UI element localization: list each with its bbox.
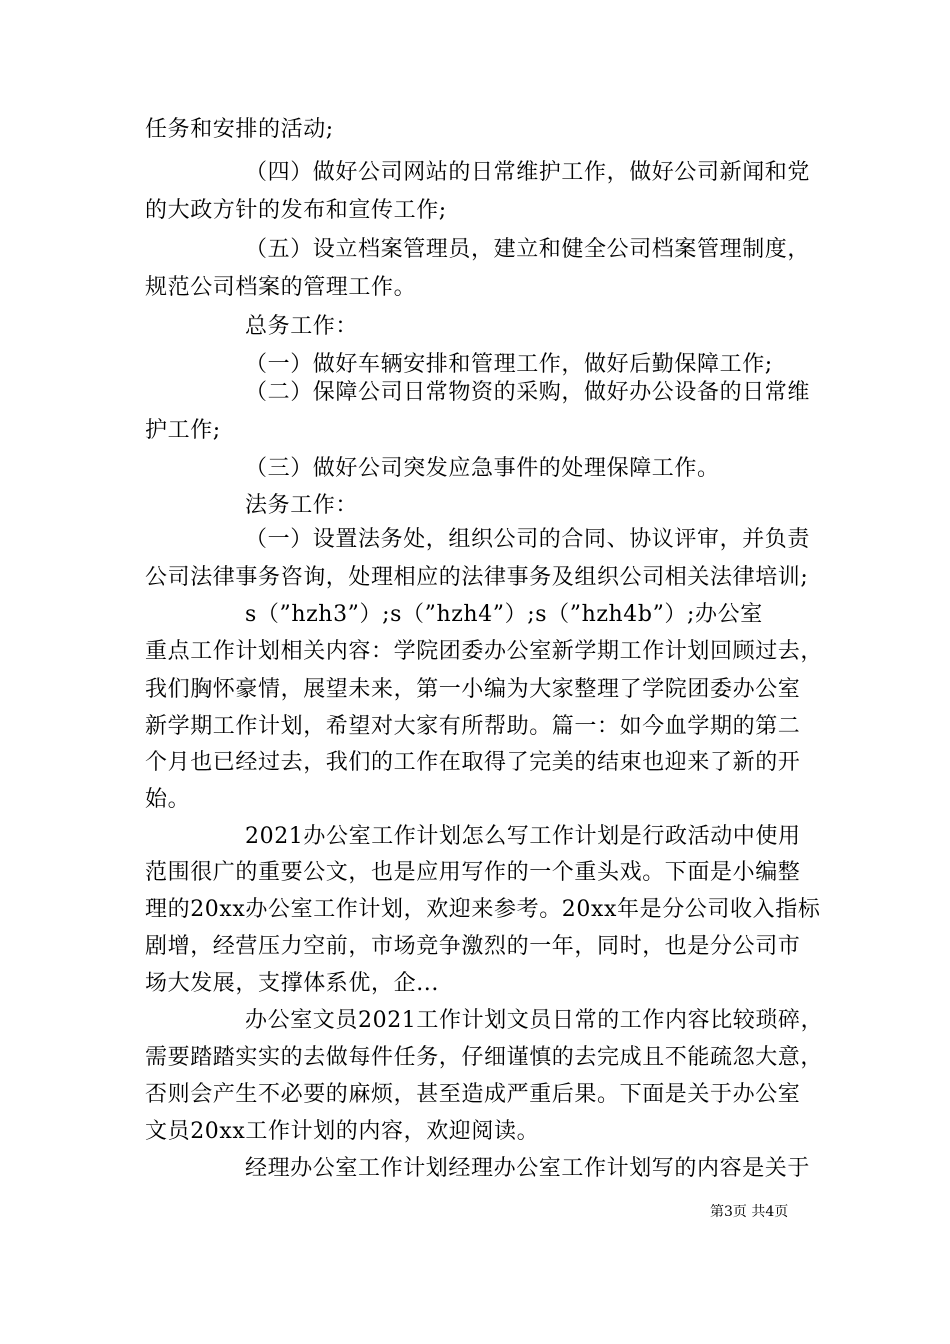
text-line: （一）设置法务处，组织公司的合同、协议评审，并负责	[245, 527, 811, 552]
text-line: 我们胸怀豪情，展望未来，第一小编为大家整理了学院团委办公室	[145, 677, 801, 702]
section-heading: 法务工作：	[245, 493, 359, 518]
text-line: （五）设立档案管理员，建立和健全公司档案管理制度，	[245, 237, 811, 262]
text-line: （一）做好车辆安排和管理工作，做好后勤保障工作;	[245, 352, 773, 377]
text-line: 重点工作计划相关内容：学院团委办公室新学期工作计划回顾过去，	[145, 639, 824, 664]
text-line: 始。	[145, 787, 191, 812]
text-line: 公司法律事务咨询，处理相应的法律事务及组织公司相关法律培训;	[145, 565, 809, 590]
text-line: 范围很广的重要公文，也是应用写作的一个重头戏。下面是小编整	[145, 860, 801, 885]
text-line: 经理办公室工作计划经理办公室工作计划写的内容是关于	[245, 1156, 811, 1181]
text-line: 剧增，经营压力空前，市场竞争激烈的一年，同时，也是分公司市	[145, 934, 801, 959]
text-line: 个月也已经过去，我们的工作在取得了完美的结束也迎来了新的开	[145, 750, 801, 775]
text-line: 否则会产生不必要的麻烦，甚至造成严重后果。下面是关于办公室	[145, 1082, 801, 1107]
text-line: 需要踏踏实实的去做每件任务，仔细谨慎的去完成且不能疏忽大意，	[145, 1045, 824, 1070]
text-line: 护工作;	[145, 418, 221, 443]
text-line: 新学期工作计划，希望对大家有所帮助。篇一：如今血学期的第二	[145, 714, 801, 739]
text-line: 场大发展，支撑体系优，企...	[145, 971, 439, 996]
text-line: 规范公司档案的管理工作。	[145, 275, 417, 300]
text-line: （四）做好公司网站的日常维护工作，做好公司新闻和党	[245, 160, 811, 185]
text-line: 办公室文员2021工作计划文员日常的工作内容比较琐碎，	[245, 1008, 824, 1033]
text-line: 文员20xx工作计划的内容，欢迎阅读。	[145, 1119, 540, 1144]
section-heading: 总务工作：	[245, 314, 359, 339]
page-number-footer: 第3页 共4页	[710, 1204, 789, 1220]
text-line: 理的20xx办公室工作计划，欢迎来参考。20xx年是分公司收入指标	[145, 897, 821, 922]
text-line: 的大政方针的发布和宣传工作;	[145, 198, 447, 223]
text-line: （二）保障公司日常物资的采购，做好办公设备的日常维	[245, 380, 811, 405]
text-line: s（”hzh3”）;s（”hzh4”）;s（”hzh4b”）;办公室	[245, 602, 763, 627]
text-line: 2021办公室工作计划怎么写工作计划是行政活动中使用	[245, 824, 801, 849]
text-line: （三）做好公司突发应急事件的处理保障工作。	[245, 456, 720, 481]
text-line: 任务和安排的活动;	[145, 117, 334, 142]
